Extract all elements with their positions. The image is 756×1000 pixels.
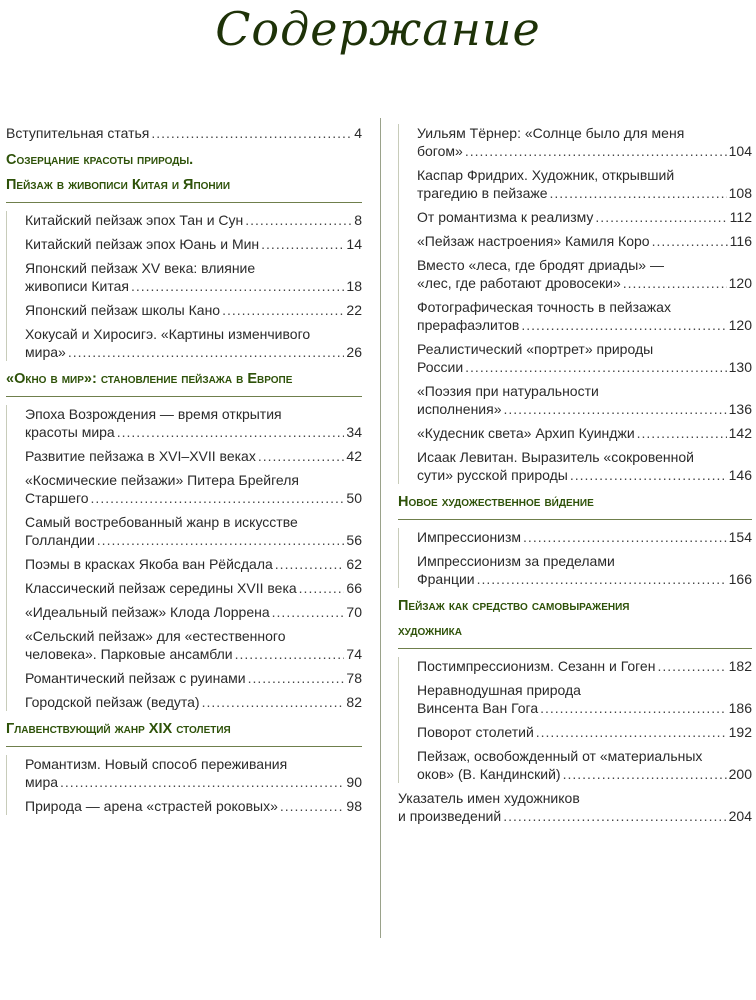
page-number: 136 [728,401,752,417]
page-number: 82 [346,694,362,710]
toc-entry [417,382,752,418]
leader-dots [248,669,345,687]
toc-entry [25,405,362,441]
entry-last-line [25,797,362,815]
entry-title: «Кудесник света» Архип Куинджи [417,425,635,441]
entry-title: Классический пейзаж середины XVII века [25,580,297,596]
entry-last-line [25,693,362,711]
leader-dots [623,274,727,292]
entry-title: Старшего [25,490,89,506]
entry-last-line [417,424,752,442]
leader-dots [563,765,727,783]
entry-last-line [417,528,752,546]
leader-dots [258,447,345,465]
entry-title: Франции [417,571,475,587]
leader-dots [60,773,344,791]
entry-title-line: Вместо «леса, где бродят дриады» — [417,257,664,273]
entry-title: «лес, где работают дровосеки» [417,275,621,291]
leader-dots [536,723,727,741]
toc-entry [25,471,362,507]
entry-title-line: Самый востребованный жанр в искусстве [25,514,298,530]
leader-dots [465,142,727,160]
leader-dots [275,555,345,573]
toc-entry [25,693,362,711]
leader-dots [570,466,727,484]
toc-entry [417,552,752,588]
entry-last-line [25,773,362,791]
leader-dots [637,424,727,442]
page-number: 186 [728,700,752,716]
page-number: 22 [346,302,362,318]
entry-last-line [417,723,752,741]
page-number: 78 [346,670,362,686]
leader-dots [68,343,345,361]
entry-last-line [417,142,752,160]
page-number: 90 [346,774,362,790]
entry-title: России [417,359,464,375]
section-heading [6,367,362,397]
section-heading-line: «Окно в мир»: становление пейзажа в Европе [6,371,293,387]
leader-dots [202,693,345,711]
page-number: 18 [346,278,362,294]
entry-title-line: Импрессионизм за пределами [417,553,615,569]
entry-title: богом» [417,143,463,159]
entry-title-line: Каспар Фридрих. Художник, открывший [417,167,675,183]
page-number: 112 [729,209,752,225]
page-number: 200 [728,766,752,782]
leader-dots [151,124,352,142]
entry-title: красоты мира [25,424,115,440]
toc-entry [417,528,752,546]
toc-entry [25,235,362,253]
entry-title-line: Хокусай и Хиросигэ. «Картины изменчивого [25,326,311,342]
toc-entry [25,603,362,621]
entry-last-line [25,489,362,507]
leader-dots [222,301,344,319]
entry-title: Голландии [25,532,95,548]
leader-dots [540,699,727,717]
section-divider [6,396,362,397]
page-number: 166 [728,571,752,587]
leader-dots [245,211,352,229]
leader-dots [117,423,345,441]
entry-last-line [25,277,362,295]
section-heading [398,490,752,520]
page-number: 116 [729,233,752,249]
toc-column-left [6,118,362,821]
page-number: 182 [728,658,752,674]
leader-dots [595,208,727,226]
toc-entry [417,166,752,202]
entry-title: сути» русской природы [417,467,568,483]
leader-dots [235,645,345,663]
section-heading-line: Пейзаж в живописи Китая и Японии [6,177,231,193]
page-number: 154 [728,529,752,545]
entry-title: мира [25,774,59,790]
entry-title: Постимпрессионизм. Сезанн и Гоген [417,658,656,674]
entry-title-line: Указатель имен художников [398,790,580,806]
entry-title: «Пейзаж настроения» Камиля Коро [417,233,650,249]
section-divider [398,519,752,520]
entry-title-line: «Поэзия при натуральности [417,383,599,399]
entry-last-line [25,423,362,441]
entry-title: исполнения» [417,401,502,417]
toc-entry [417,232,752,250]
entry-title-line: «Сельский пейзаж» для «естественного [25,628,286,644]
entry-last-line [398,807,752,825]
page-number: 26 [346,344,362,360]
entry-title: мира» [25,344,66,360]
toc-entry [417,747,752,783]
entry-title: Вступительная статья [6,125,150,141]
page-number: 146 [728,467,752,483]
entry-title: От романтизма к реализму [417,209,594,225]
column-divider [380,118,381,938]
entry-title: Китайский пейзаж эпох Юань и Мин [25,236,260,252]
entry-title-line: Фотографическая точность в пейзажах [417,299,671,315]
toc-entry [25,579,362,597]
entry-title-line: Японский пейзаж XV века: влияние [25,260,256,276]
toc-entry [25,325,362,361]
page-number: 120 [728,275,752,291]
toc-entry [398,789,752,825]
entry-title: Винсента Ван Гога [417,700,539,716]
toc-column-right [398,118,752,831]
page-number: 42 [346,448,362,464]
entry-last-line [25,603,362,621]
entry-title: Китайский пейзаж эпох Тан и Сун [25,212,244,228]
leader-dots [503,807,726,825]
toc-entry [417,681,752,717]
entry-last-line [25,211,362,229]
entry-last-line [417,466,752,484]
section-divider [6,202,362,203]
page-number: 4 [354,125,362,141]
entry-last-line [417,232,752,250]
toc-entry [25,513,362,549]
toc-entry [417,208,752,226]
entry-last-line [417,358,752,376]
entry-last-line [25,579,362,597]
leader-dots [477,570,727,588]
page-number: 66 [346,580,362,596]
entry-last-line [25,235,362,253]
toc-entry [417,124,752,160]
leader-dots [280,797,345,815]
entry-last-line [6,124,362,142]
entry-title-line: Исаак Левитан. Выразитель «сокровенной [417,449,694,465]
entry-title-line: Эпоха Возрождения — время открытия [25,406,282,422]
entry-last-line [25,447,362,465]
entry-group [6,405,362,711]
entry-title: Городской пейзаж (ведута) [25,694,200,710]
page-number: 70 [346,604,362,620]
leader-dots [261,235,344,253]
page-number: 120 [728,317,752,333]
page-number: 204 [728,808,752,824]
entry-title: живописи Китая [25,278,129,294]
section-heading-line: Новое художественное ви́дение [398,494,594,510]
entry-last-line [25,531,362,549]
leader-dots [272,603,345,621]
toc-entry [417,448,752,484]
section-divider [398,648,752,649]
entry-last-line [25,645,362,663]
toc-entry [25,555,362,573]
page-number: 108 [728,185,752,201]
entry-last-line [417,765,752,783]
section-heading-line: Главенствующий жанр XIX столетия [6,721,231,737]
leader-dots [91,489,345,507]
entry-last-line [417,570,752,588]
toc-entry [417,340,752,376]
page-number: 130 [728,359,752,375]
page-number: 50 [346,490,362,506]
page-number: 142 [728,425,752,441]
entry-last-line [417,274,752,292]
entry-last-line [417,184,752,202]
toc-entry [417,298,752,334]
toc-entry [25,669,362,687]
page-number: 104 [728,143,752,159]
page-number: 74 [346,646,362,662]
entry-last-line [25,669,362,687]
page-number: 56 [346,532,362,548]
entry-last-line [417,699,752,717]
entry-last-line [417,657,752,675]
leader-dots [465,358,726,376]
entry-title-line: Уильям Тёрнер: «Солнце было для меня [417,125,685,141]
entry-title: и произведений [398,808,502,824]
toc-entry [417,424,752,442]
page-number: 14 [346,236,362,252]
leader-dots [523,528,727,546]
page-number: 62 [346,556,362,572]
toc-entry [417,657,752,675]
toc-entry [25,797,362,815]
toc-entry [25,259,362,295]
toc-entry [6,124,362,142]
section-heading-line: художника [398,623,462,639]
entry-title: человека». Парковые ансамбли [25,646,233,662]
leader-dots [521,316,726,334]
leader-dots [550,184,727,202]
section-divider [6,746,362,747]
section-heading [6,717,362,747]
section-heading [398,594,752,649]
page-number: 34 [346,424,362,440]
entry-title: Поэмы в красках Якоба ван Рёйсдала [25,556,273,572]
entry-title: Развитие пейзажа в XVI–XVII веках [25,448,256,464]
toc-entry [25,211,362,229]
toc-entry [417,256,752,292]
entry-title: Поворот столетий [417,724,534,740]
entry-title-line: «Космические пейзажи» Питера Брейгеля [25,472,299,488]
entry-title: Романтический пейзаж с руинами [25,670,246,686]
entry-title: Природа — арена «страстей роковых» [25,798,278,814]
entry-last-line [25,343,362,361]
entry-title: Импрессионизм [417,529,522,545]
entry-last-line [25,301,362,319]
leader-dots [299,579,345,597]
leader-dots [131,277,344,295]
leader-dots [652,232,728,250]
toc-entry [25,755,362,791]
entry-title-line: Романтизм. Новый способ переживания [25,756,288,772]
entry-title: оков» (В. Кандинский) [417,766,561,782]
entry-last-line [417,400,752,418]
entry-title: «Идеальный пейзаж» Клода Лоррена [25,604,270,620]
toc-entry [25,447,362,465]
entry-group [6,211,362,361]
leader-dots [657,657,726,675]
entry-group [6,755,362,815]
toc-entry [417,723,752,741]
toc-entry [25,301,362,319]
entry-group [398,657,752,783]
page-title: Содержание [215,2,541,56]
entry-title-line: Реалистический «портрет» природы [417,341,654,357]
page-number: 8 [354,212,362,228]
entry-group [398,124,752,484]
leader-dots [504,400,727,418]
entry-title-line: Пейзаж, освобожденный от «материальных [417,748,703,764]
page-number: 192 [728,724,752,740]
section-heading [6,148,362,203]
leader-dots [97,531,345,549]
section-heading-line: Созерцание красоты природы. [6,152,194,168]
page-number: 98 [346,798,362,814]
entry-last-line [25,555,362,573]
entry-last-line [417,316,752,334]
entry-title: трагедию в пейзаже [417,185,548,201]
entry-group [398,528,752,588]
toc-entry [25,627,362,663]
entry-last-line [417,208,752,226]
entry-title-line: Неравнодушная природа [417,682,581,698]
entry-title: прерафаэлитов [417,317,520,333]
section-heading-line: Пейзаж как средство самовыражения [398,598,630,614]
entry-title: Японский пейзаж школы Кано [25,302,221,318]
